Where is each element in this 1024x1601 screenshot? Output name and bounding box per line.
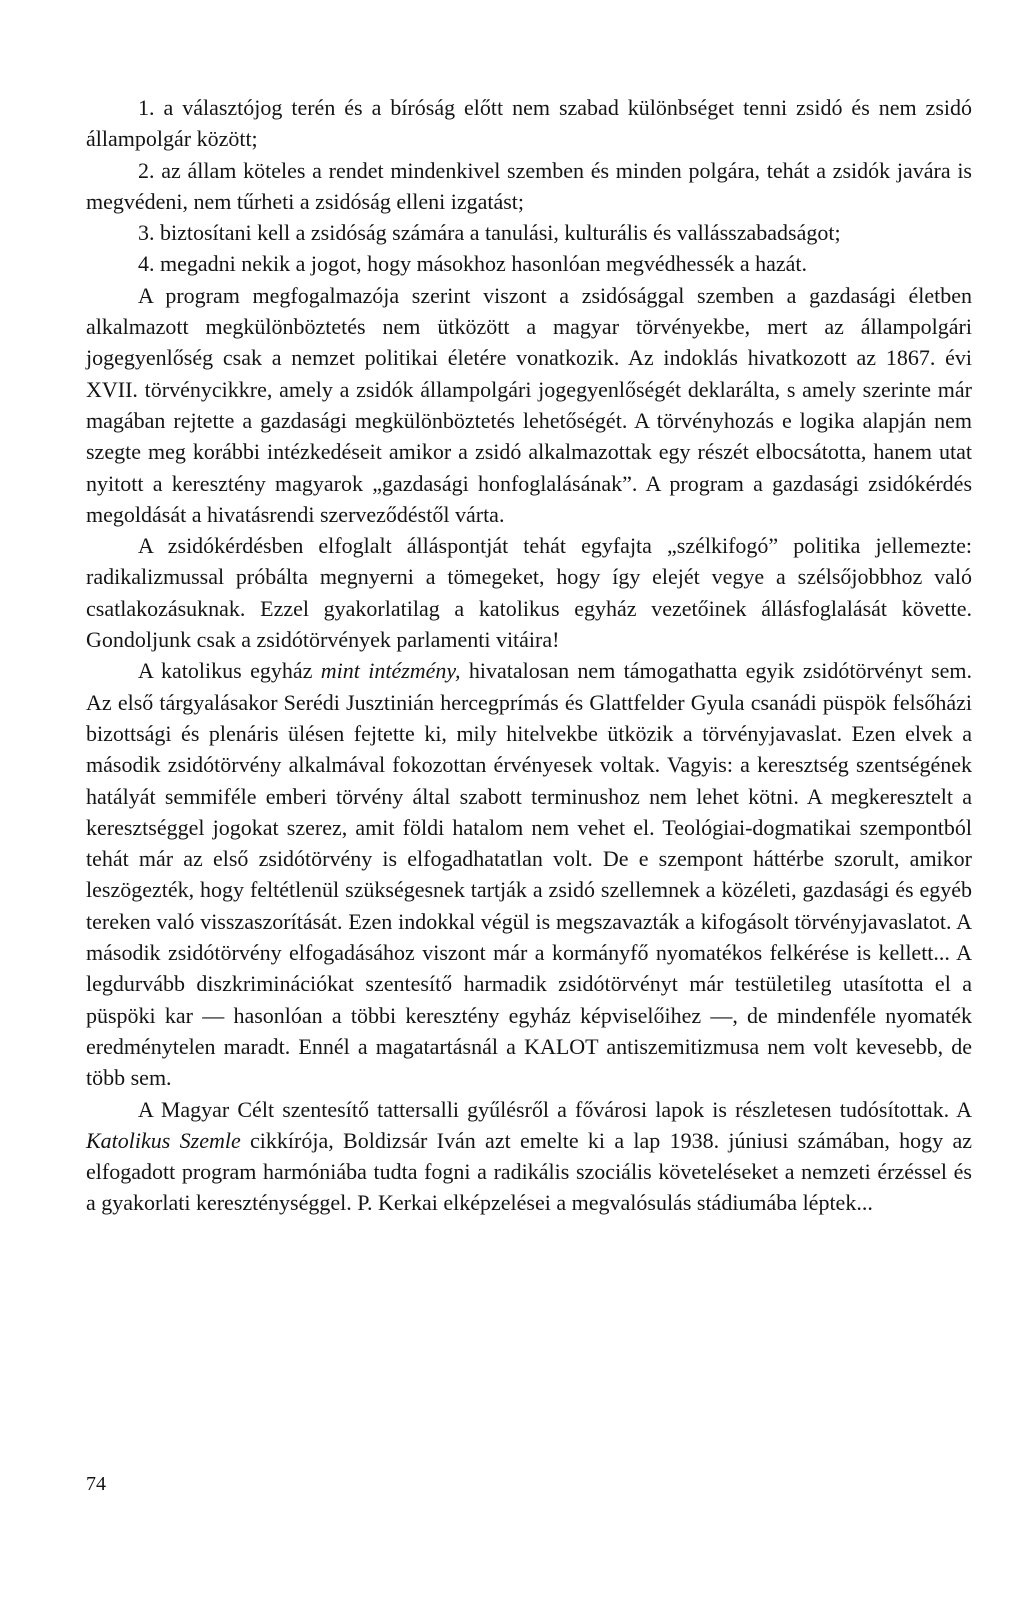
list-item-1: 1. a választójog terén és a bíróság előtt nem szabad különbséget tenni zsidó és nem zsidó állampolgár között;	[86, 95, 972, 152]
list-item-3: 3. biztosítani kell a zsidóság számára a tanulási, kulturális és vallásszabadságot;	[138, 220, 841, 246]
paragraph-3-emphasis: mint intézmény,	[320, 658, 461, 684]
list-item-4: 4. megadni nekik a jogot, hogy másokhoz hasonlóan megvédhessék a hazát.	[138, 251, 807, 277]
paragraph-4-rest: cikkírója, Boldizsár Iván azt emelte ki a lap 1938. júniusi számában, hogy az elfogadott program harmóniába tudta fogni a radikális szociális követeléseket a nemzeti érzéssel és a gyakorlati kereszténységgel. P. Kerkai elképzelései a megvalósulás stádiumába léptek...	[86, 1127, 972, 1216]
paragraph-3	[86, 655, 972, 1093]
paragraph-4-journal-title: Katolikus Szemle	[86, 1127, 241, 1153]
page-number: 74	[86, 1473, 106, 1495]
paragraph-4	[86, 1094, 972, 1219]
paragraph-4-start: A Magyar Célt szentesítő tattersalli gyűlésről a fővárosi lapok is részletesen tudósítottak. A	[138, 1096, 972, 1122]
list-item-2: 2. az állam köteles a rendet mindenkivel szemben és minden polgára, tehát a zsidók javára is megvédeni, nem tűrheti a zsidóság elleni izgatást;	[86, 157, 972, 214]
paragraph-3-start: A katolikus egyház	[138, 658, 321, 684]
paragraph-1: A program megfogalmazója szerint viszont a zsidósággal szemben a gazdasági életben alkalmazott megkülönböztetés nem ütközött a magyar törvényekbe, mert az állampolgári jogegyenlőség csak a nemzet politikai életére vonatkozik. Az indoklás hivatkozott az 1867. évi XVII. törvénycikkre, amely a zsidók állampolgári jogegyenlőségét deklarálta, s amely szerinte már magában rejtette a gazdasági megkülönböztetés lehetőségét. A törvényhozás e logika alapján nem szegte meg korábbi intézkedéseit amikor a zsidó alkalmazottak egy részét elbocsátotta, hanem utat nyitott a keresztény magyarok „gazdasági honfoglalásának”. A program a gazdasági zsidókérdés megoldását a hivatásrendi szerveződéstől várta.	[86, 282, 972, 527]
paragraph-2: A zsidókérdésben elfoglalt álláspontját tehát egyfajta „szélkifogó” politika jellemezte: radikalizmussal próbálta megnyerni a tömegeket, hogy így elejét vegye a szélsőjobbhoz való csatlakozásuknak. Ezzel gyakorlatilag a katolikus egyház vezetőinek állásfoglalását követte. Gondoljunk csak a zsidótörvények parlamenti vitáira!	[86, 533, 972, 653]
paragraph-3-rest: hivatalosan nem támogathatta egyik zsidótörvényt sem. Az első tárgyalásakor Serédi Jusztinián hercegprímás és Glattfelder Gyula csanádi püspök felsőházi bizottsági és plenáris ülésen fejtette ki, mily hitelvekbe ütközik a törvényjavaslat. Ezen elvek a második zsidótörvény alkalmával fokozottan érvényesek voltak. Vagyis: a keresztség szentségének hatályát semmiféle emberi törvény által szabott terminushoz nem lehet kötni. A megkeresztelt a keresztséggel jogokat szerez, amit földi hatalom nem vehet el. Teológiai-dogmatikai szempontból tehát már az első zsidótörvény is elfogadhatatlan volt. De e szempont háttérbe szorult, amikor leszögezték, hogy feltétlenül szükségesnek tartják a zsidó szellemnek a közéleti, gazdasági és egyéb tereken való visszaszorítását. Ezen indokkal végül is megszavazták a kifogásolt törvényjavaslatot. A második zsidótörvény elfogadásához viszont már a kormányfő nyomatékos felkérése is kellett... A legdurvább diszkriminációkat szentesítő harmadik zsidótörvényt már testületileg utasította el a püspöki kar — hasonlóan a többi keresztény egyház képviselőihez —, de mindenféle nyomaték eredménytelen maradt. Ennél a magatartásnál a KALOT antiszemitizmusa nem volt kevesebb, de több sem.	[86, 658, 972, 1091]
page-text	[86, 92, 972, 1219]
